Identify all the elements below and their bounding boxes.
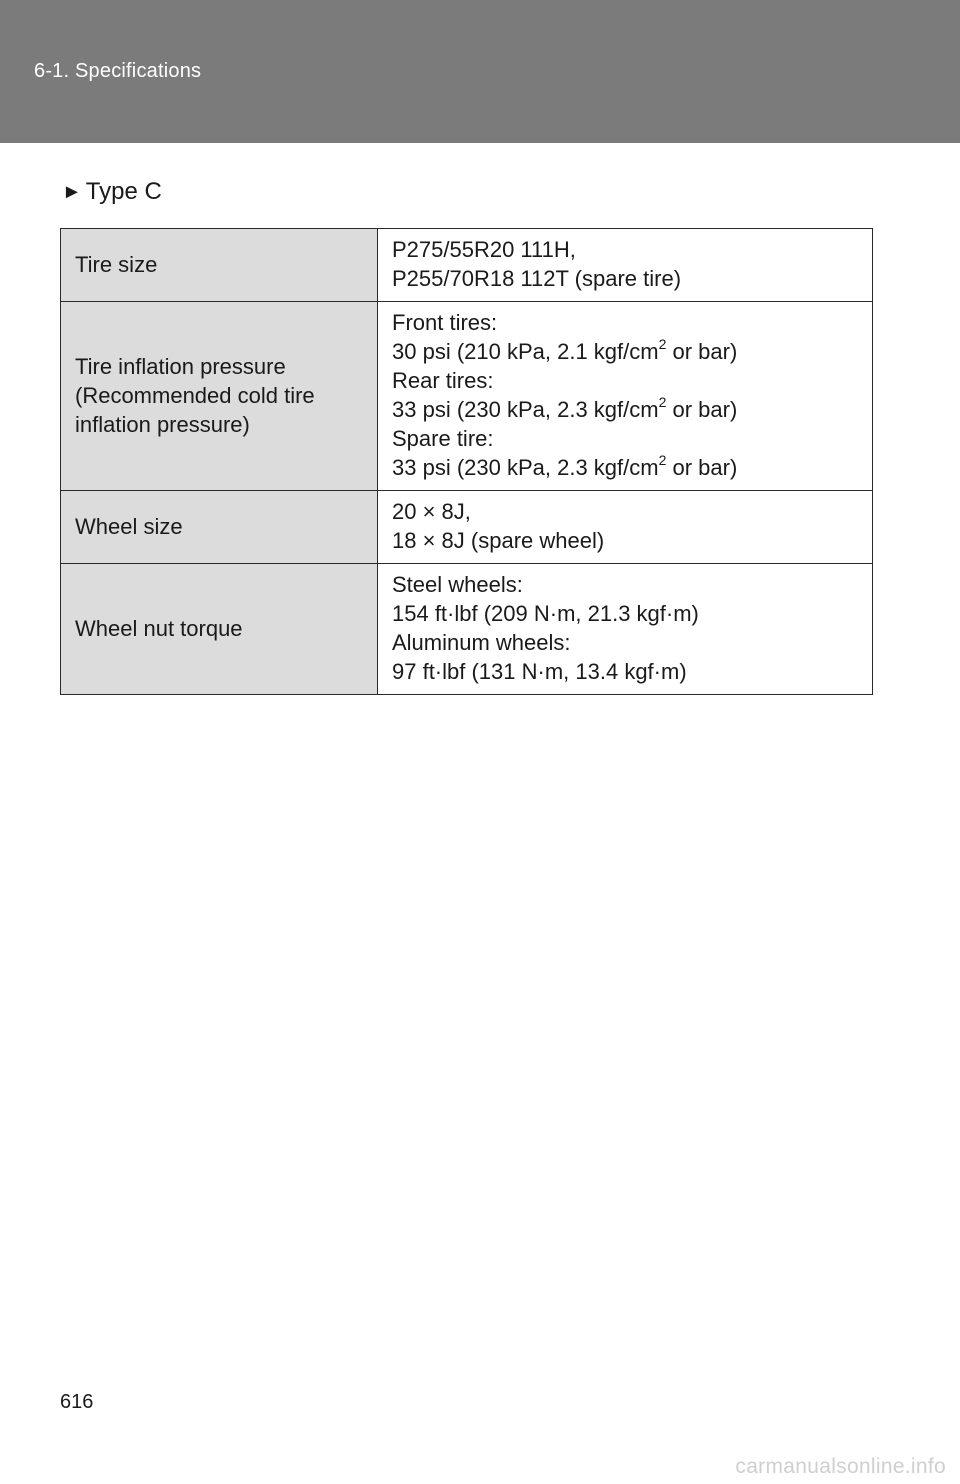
page-number: 616 xyxy=(60,1391,94,1413)
value-line: Spare tire: xyxy=(392,426,494,451)
value-text: or bar) xyxy=(666,397,738,422)
value-line: P275/55R20 111H, xyxy=(392,237,576,262)
row-value xyxy=(378,491,873,564)
value-line: 154 ft·lbf (209 N·m, 21.3 kgf·m) xyxy=(392,601,699,626)
superscript: 2 xyxy=(658,393,667,410)
section-title: 6-1. Specifications xyxy=(34,60,202,82)
value-text: 33 psi (230 kPa, 2.3 kgf/cm xyxy=(392,455,659,480)
row-value xyxy=(378,229,873,302)
label-line: Wheel nut torque xyxy=(75,615,243,641)
value-line xyxy=(392,395,858,424)
table-row xyxy=(61,491,873,564)
label-line: Tire size xyxy=(75,251,158,277)
value-text: or bar) xyxy=(666,455,738,480)
type-heading xyxy=(62,178,162,206)
row-label xyxy=(61,229,378,302)
specifications-table xyxy=(60,228,873,695)
value-line: P255/70R18 112T (spare tire) xyxy=(392,266,682,291)
label-line: Wheel size xyxy=(75,513,183,539)
value-text: 30 psi (210 kPa, 2.1 kgf/cm xyxy=(392,339,659,364)
label-line: (Recommended cold tire xyxy=(75,382,315,408)
value-text: 33 psi (230 kPa, 2.3 kgf/cm xyxy=(392,397,659,422)
label-line: Tire inflation pressure xyxy=(75,353,286,379)
row-label xyxy=(61,302,378,491)
table-row xyxy=(61,564,873,695)
value-line: 18 × 8J (spare wheel) xyxy=(392,528,605,553)
value-line: Front tires: xyxy=(392,310,498,335)
row-value xyxy=(378,302,873,491)
label-line: inflation pressure) xyxy=(75,411,250,437)
value-line: Steel wheels: xyxy=(392,572,523,597)
superscript: 2 xyxy=(658,451,667,468)
table-row xyxy=(61,302,873,491)
header-band xyxy=(0,0,960,143)
row-value xyxy=(378,564,873,695)
value-line: 97 ft·lbf (131 N·m, 13.4 kgf·m) xyxy=(392,659,687,684)
row-label xyxy=(61,564,378,695)
table-row xyxy=(61,229,873,302)
triangle-right-icon: ► xyxy=(62,180,82,203)
superscript: 2 xyxy=(658,335,667,352)
watermark: carmanualsonline.info xyxy=(735,1455,946,1478)
type-heading-label: Type C xyxy=(85,178,162,205)
row-label xyxy=(61,491,378,564)
value-line xyxy=(392,453,858,482)
value-line xyxy=(392,337,858,366)
value-line: Aluminum wheels: xyxy=(392,630,571,655)
value-text: or bar) xyxy=(666,339,738,364)
value-line: 20 × 8J, xyxy=(392,499,471,524)
value-line: Rear tires: xyxy=(392,368,494,393)
